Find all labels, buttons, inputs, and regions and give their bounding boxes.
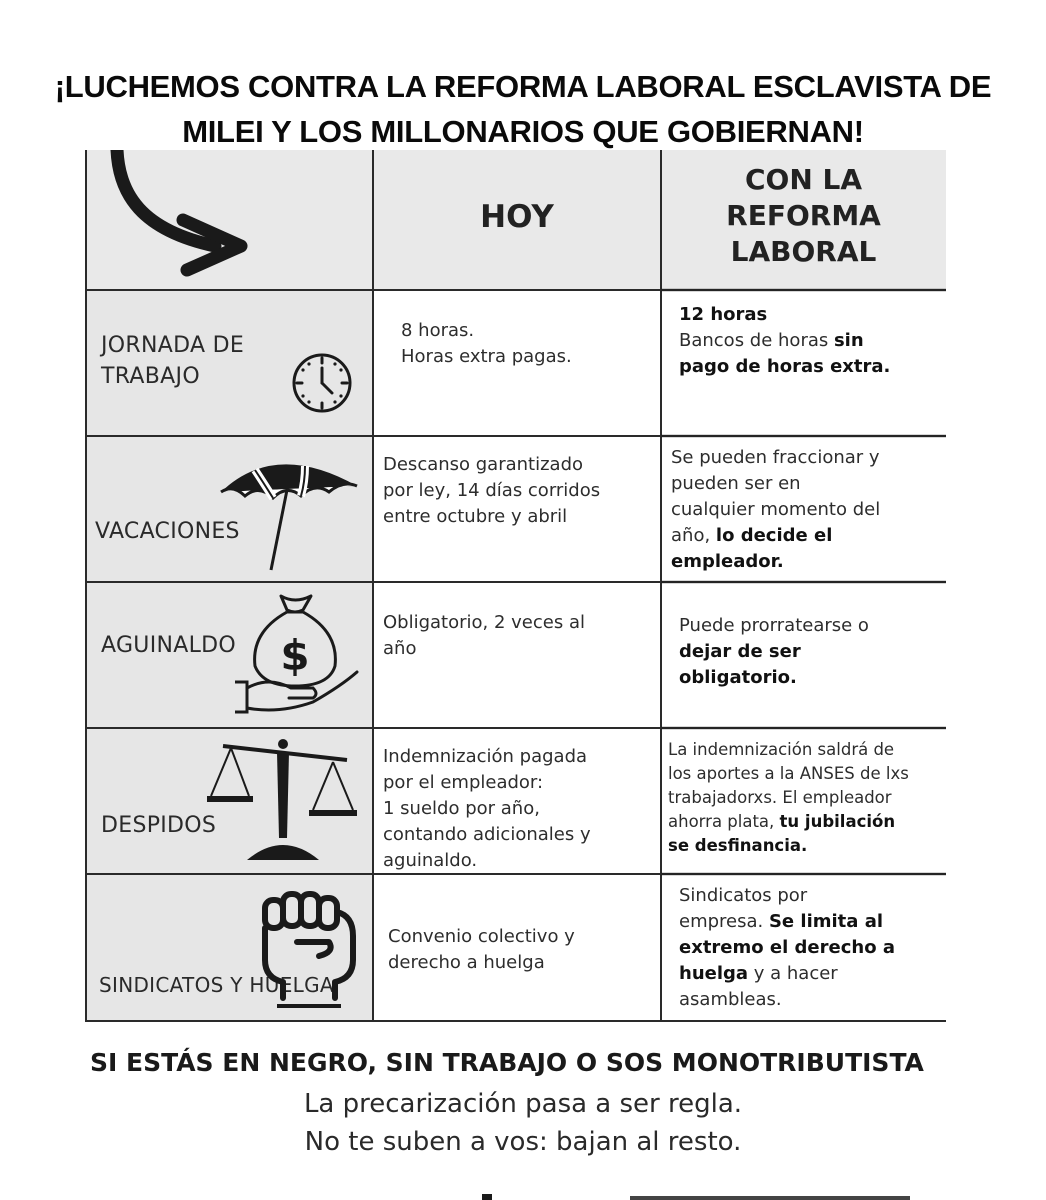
column-header-reforma-line-2: REFORMA: [726, 199, 881, 232]
dollar-sign: $: [280, 631, 310, 680]
text-line: Descanso garantizado: [383, 454, 584, 475]
text-line: [679, 935, 895, 961]
text-line: Convenio colectivo y: [388, 926, 575, 947]
row-label-jornada-line-1: JORNADA DE: [101, 333, 245, 358]
text-line: entre octubre y abril: [383, 506, 568, 527]
text-line: por el empleador:: [383, 772, 544, 793]
text-line: Sindicatos por: [679, 885, 808, 906]
text-line: [679, 328, 890, 354]
text-normal: ahorra plata,: [668, 812, 780, 831]
text-line: [679, 961, 895, 987]
text-line: [668, 834, 909, 858]
row-label-jornada: [101, 330, 244, 392]
text-line: Se pueden fraccionar y: [671, 447, 880, 468]
text-bold: huelga: [679, 963, 749, 984]
row-label-despidos: DESPIDOS: [101, 813, 217, 838]
text-bold: lo decide el: [715, 525, 833, 546]
text-line: [679, 909, 895, 935]
text-line: [671, 523, 880, 549]
text-line: [671, 549, 880, 575]
cell-vacaciones-reforma: [671, 445, 880, 575]
raised-fist-icon: [257, 886, 367, 1008]
cell-aguinaldo-reforma: [679, 613, 869, 691]
text-line: La indemnización saldrá de: [668, 740, 895, 759]
text-line: contando adicionales y: [383, 824, 591, 845]
column-header-reforma: [661, 162, 946, 270]
text-bold: 12 horas: [679, 304, 768, 325]
cell-sindicatos-hoy: [388, 924, 575, 976]
clock-icon: [291, 352, 353, 414]
text-line: cualquier momento del: [671, 499, 881, 520]
text-normal: Bancos de horas: [679, 330, 834, 351]
cell-despidos-reforma: [668, 738, 909, 858]
text-bold: Se limita al: [768, 911, 884, 932]
money-bag-hand-icon: [229, 590, 361, 718]
beach-umbrella-icon: [215, 452, 365, 572]
comparison-table: [85, 150, 946, 1022]
text-normal: empresa.: [679, 911, 769, 932]
curved-arrow-icon: [95, 150, 260, 278]
row-label-sindicatos: SINDICATOS Y HUELGA: [99, 973, 334, 997]
text-bold: tu jubilación: [779, 812, 896, 831]
cell-sindicatos-reforma: [679, 883, 895, 1013]
row-label-vacaciones: VACACIONES: [95, 519, 240, 544]
footer-bold-line: SI ESTÁS EN NEGRO, SIN TRABAJO O SOS MONOTRIBUTISTA: [90, 1048, 924, 1077]
text-bold: dejar de ser: [679, 641, 801, 662]
text-bold: empleador.: [671, 551, 784, 572]
text-line: [679, 302, 890, 328]
text-line: [668, 810, 909, 834]
balance-scale-icon: [203, 738, 361, 868]
column-header-hoy: HOY: [480, 199, 554, 235]
footer-line-2: No te suben a vos: bajan al resto.: [304, 1127, 742, 1157]
text-line: 1 sueldo por año,: [383, 798, 540, 819]
text-bold: pago de horas extra.: [679, 356, 891, 377]
text-line: año: [383, 638, 417, 659]
text-line: derecho a huelga: [388, 952, 545, 973]
text-line: 8 horas.: [401, 320, 475, 341]
footer-line-1: La precarización pasa a ser regla.: [303, 1089, 743, 1119]
text-line: Indemnización pagada: [383, 746, 588, 767]
column-header-reforma-line-1: CON LA: [744, 163, 863, 196]
row-label-aguinaldo: AGUINALDO: [101, 633, 237, 658]
text-bold: se desfinancia.: [668, 836, 808, 855]
text-line: [679, 354, 890, 380]
text-line: Horas extra pagas.: [401, 346, 572, 367]
text-line: Obligatorio, 2 veces al: [383, 612, 585, 633]
cell-jornada-reforma: [679, 302, 890, 380]
text-line: asambleas.: [679, 989, 782, 1010]
row-label-jornada-line-2: TRABAJO: [101, 364, 200, 389]
text-bold: sin: [833, 330, 864, 351]
cell-vacaciones-hoy: [383, 452, 600, 530]
title-line-2: MILEI Y LOS MILLONARIOS QUE GOBIERNAN!: [182, 114, 864, 149]
page-title: [40, 64, 1006, 154]
column-header-reforma-line-3: LABORAL: [730, 235, 877, 268]
title-line-1: ¡LUCHEMOS CONTRA LA REFORMA LABORAL ESCLAVISTA DE: [54, 69, 992, 104]
text-line: los aportes a la ANSES de lxs: [668, 764, 909, 783]
text-normal: y a hacer: [748, 963, 838, 984]
text-line: pueden ser en: [671, 473, 801, 494]
text-line: por ley, 14 días corridos: [383, 480, 601, 501]
text-bold: obligatorio.: [679, 667, 797, 688]
text-normal: año,: [671, 525, 716, 546]
text-line: [679, 639, 869, 665]
text-bold: extremo el derecho a: [679, 937, 895, 958]
text-line: [679, 665, 869, 691]
cell-jornada-hoy: [401, 318, 572, 370]
cell-despidos-hoy: [383, 744, 591, 874]
text-line: Puede prorratearse o: [679, 615, 869, 636]
text-line: trabajadorxs. El empleador: [668, 788, 892, 807]
cropped-content-fragment: [470, 1188, 950, 1200]
text-line: aguinaldo.: [383, 850, 478, 871]
cell-aguinaldo-hoy: [383, 610, 585, 662]
